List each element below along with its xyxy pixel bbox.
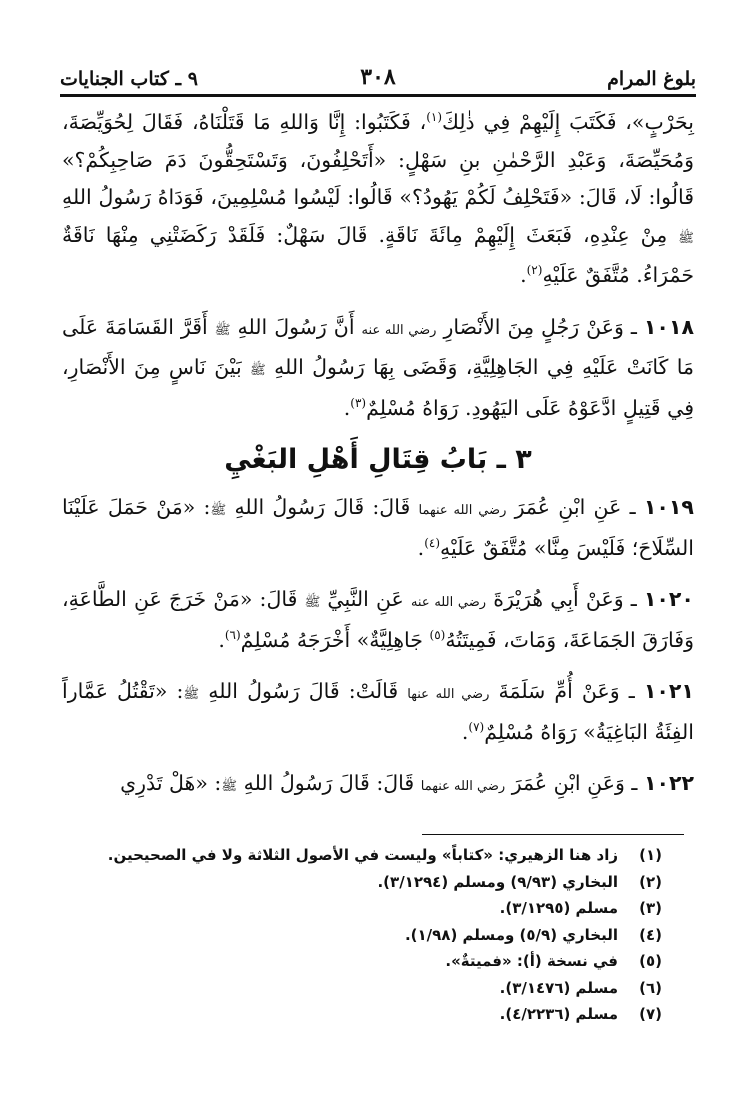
footnote-ref-6[interactable]: (٦) [224, 627, 241, 642]
hadith-number: ١٠٢٢ [643, 771, 694, 795]
salawat-symbol: ﷺ [183, 687, 200, 702]
footnote-text: البخاري (٥/٩) ومسلم (١/٩٨). [404, 925, 618, 944]
salawat-symbol: ﷺ [678, 230, 694, 246]
hadith-number: ١٠٢٠ [643, 587, 694, 611]
salawat-symbol: ﷺ [214, 322, 231, 338]
footnote-item [62, 922, 662, 949]
footnote-text: مسلم (٤/٢٢٣٦). [499, 1005, 618, 1023]
footnote-text: في نسخة (أ): «فميتةٌ». [445, 952, 618, 970]
footnotes [62, 842, 662, 1028]
footnote-ref-1[interactable]: (١) [426, 110, 443, 125]
sahabi-symbol: رضي الله عنه [361, 322, 437, 338]
footnote-ref-3[interactable]: (٣) [350, 395, 367, 410]
salawat-symbol: ﷺ [304, 595, 321, 610]
salawat-symbol: ﷺ [210, 503, 227, 518]
hadith-1018: ١٠١٨ ـ وَعَنْ رَجُلٍ مِنَ الأَنْصَارِ رضي الله عنه أَنَّ رَسُولَ اللهِ ﷺ أَقَرَّ القَسَامَةَ عَلَى مَا كَانَتْ عَلَيْهِ فِي الجَاهِلِيَّةِ، وَقَضَى بِهَا رَسُولُ اللهِ ﷺ بَيْنَ نَاسٍ مِنَ الأَنْصَارِ، فِي قَتِيلٍ ادَّعَوْهُ عَلَى اليَهُودِ. رَوَاهُ مُسْلِمٌ$^{(٣)}$. [62, 314, 694, 420]
footnote-ref-7[interactable]: (٧) [468, 719, 485, 734]
footnote-number: (١) [639, 846, 662, 864]
footnote-text: مسلم (٣/١٤٧٦). [499, 978, 618, 997]
footnote-number: (٥) [639, 952, 662, 970]
hadith-number: ١٠١٨ [643, 314, 694, 339]
salawat-symbol: ﷺ [221, 779, 238, 794]
salawat-symbol: ﷺ [250, 363, 266, 378]
hadith-1022: ١٠٢٢ ـ وَعَنِ ابْنِ عُمَرَ رضي الله عنهما قَالَ: قَالَ رَسُولُ اللهِ ﷺ: «هَلْ تَدْرِي [120, 771, 694, 795]
hadith-1020: ١٠٢٠ ـ وَعَنْ أَبِي هُرَيْرَةَ رضي الله عنه عَنِ النَّبِيِّ ﷺ قَالَ: «مَنْ خَرَجَ عَنِ الطَّاعَةِ، وَفَارَقَ الجَمَاعَةَ، وَمَاتَ، فَمِيتَتُهُ$^{(٥)}$ جَاهِلِيَّةٌ» أَخْرَجَهُ مُسْلِمٌ$^{(٦)}$. [62, 587, 694, 652]
footnote-item [62, 948, 662, 975]
chapter-heading: ٣ ـ بَابُ قِتَالِ أَهْلِ البَغْيِ [224, 444, 532, 475]
chapter-name: ٩ ـ كتاب الجنايات [60, 68, 198, 90]
sahabi-symbol: رضي الله عنهما [418, 503, 507, 518]
paragraph-continued: بِحَرْبٍ»، فَكَتَبَ إِلَيْهِمْ فِي ذٰلِكَ$^{(١)}$، فَكَتَبُوا: إِنَّا وَاللهِ مَا قَتَلْنَاهُ، فَقَالَ لِحُوَيِّصَةَ، وَمُحَيِّصَةَ، وَعَبْدِ الرَّحْمٰنِ بنِ سَهْلٍ: «أَتَحْلِفُونَ، وَتَسْتَحِقُّونَ دَمَ صَاحِبِكُمْ؟» قَالُوا: لَا، قَالَ: «فَتَحْلِفُ لَكُمْ يَهُودُ؟» قَالُوا: لَيْسُوا مُسْلِمِينَ، فَوَدَاهُ رَسُولُ اللهِ ﷺ مِنْ عِنْدِهِ، فَبَعَثَ إِلَيْهِمْ مِائَةَ نَاقَةٍ. قَالَ سَهْلٌ: فَلَقَدْ رَكَضَتْنِي مِنْهَا نَاقَةٌ حَمْرَاءُ. مُتَّفَقٌ عَلَيْهِ$^{(٢)}$. [62, 110, 694, 287]
footnote-number: (٤) [639, 925, 662, 944]
footnote-number: (٦) [639, 978, 662, 997]
footnote-number: (٣) [639, 899, 662, 917]
page-number: ٣٠٨ [360, 64, 396, 90]
footnote-separator [422, 834, 684, 835]
sahabi-symbol: رضي الله عنها [407, 687, 490, 702]
footnote-item [62, 842, 662, 869]
footnote-text: البخاري (٩/٩٣) ومسلم (٣/١٢٩٤). [377, 872, 618, 891]
hadith-1021: ١٠٢١ ـ وَعَنْ أُمِّ سَلَمَةَ رضي الله عنها قَالَتْ: قَالَ رَسُولُ اللهِ ﷺ: «تَقْتُلُ عَمَّاراً الفِئَةُ البَاغِيَةُ» رَوَاهُ مُسْلِمٌ$^{(٧)}$. [62, 679, 694, 744]
footnote-text: زاد هنا الزهيري: «كتاباً» وليست في الأصول الثلاثة ولا في الصحيحين. [107, 846, 618, 864]
footnote-ref-4[interactable]: (٤) [424, 535, 441, 550]
footnote-ref-2[interactable]: (٢) [526, 263, 543, 278]
footnote-item [62, 869, 662, 896]
sahabi-symbol: رضي الله عنه [410, 595, 487, 610]
footnote-text: مسلم (٣/١٢٩٥). [499, 899, 618, 917]
hadith-number: ١٠٢١ [643, 679, 694, 703]
page-header [60, 60, 696, 97]
main-text [62, 104, 694, 820]
footnote-item [62, 1001, 662, 1028]
hadith-number: ١٠١٩ [643, 495, 694, 519]
book-title: بلوغ المرام [607, 68, 696, 90]
footnote-ref-5[interactable]: (٥) [429, 627, 446, 642]
hadith-1019: ١٠١٩ ـ عَنِ ابْنِ عُمَرَ رضي الله عنهما قَالَ: قَالَ رَسُولُ اللهِ ﷺ: «مَنْ حَمَلَ عَلَيْنَا السِّلَاحَ؛ فَلَيْسَ مِنَّا» مُتَّفَقٌ عَلَيْهِ$^{(٤)}$. [62, 495, 694, 560]
footnote-item [62, 975, 662, 1002]
sahabi-symbol: رضي الله عنهما [420, 779, 506, 794]
footnote-item [62, 895, 662, 922]
footnote-number: (٧) [639, 1005, 662, 1023]
footnote-number: (٢) [639, 872, 662, 891]
